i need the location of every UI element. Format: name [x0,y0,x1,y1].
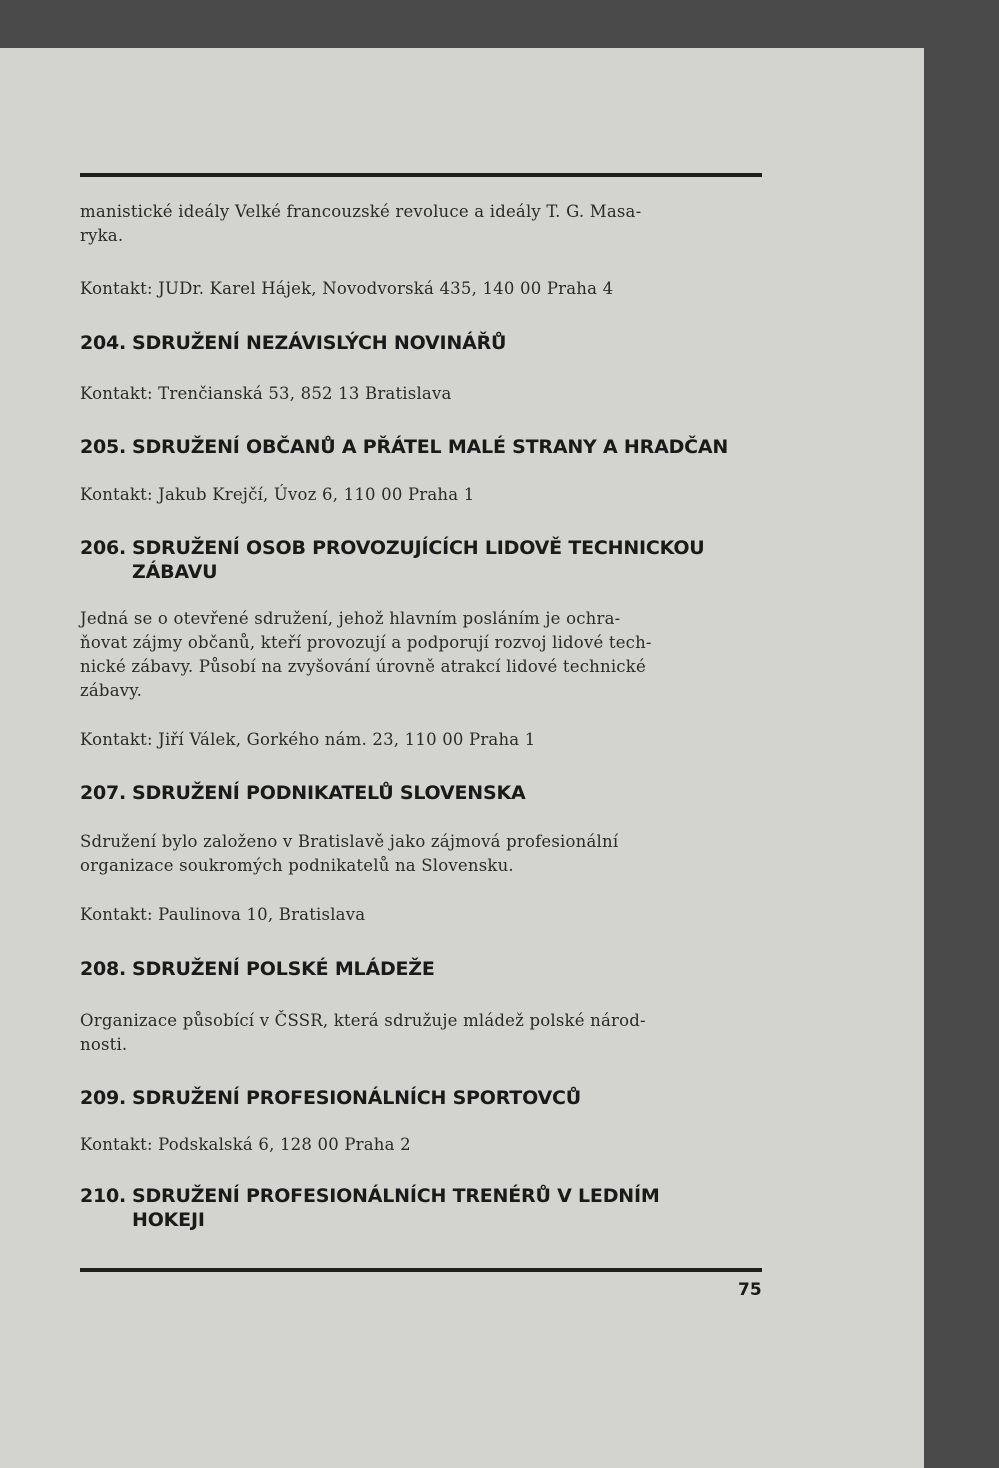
entry-title-continued: HOKEJI [132,1209,205,1231]
entry-title: SDRUŽENÍ NEZÁVISLÝCH NOVINÁŘŮ [132,332,507,354]
entry-title-continued: ZÁBAVU [132,561,218,583]
entry-205-heading [80,435,762,459]
entry-title: SDRUŽENÍ PODNIKATELŮ SLOVENSKA [132,782,526,804]
entry-208-heading [80,957,762,981]
entry-209-heading [80,1086,762,1110]
intro-line-2: ryka. [80,226,124,245]
intro-line-1: manistické ideály Velké francouzské revoluce a ideály T. G. Masa- [80,202,642,221]
entry-206-contact: Kontakt: Jiří Válek, Gorkého nám. 23, 110 00 Praha 1 [80,730,536,749]
entry-206-desc-line-1: Jedná se o otevřené sdružení, jehož hlavním posláním je ochra- [80,609,621,628]
entry-number: 206. [80,537,127,559]
entry-number: 207. [80,782,127,804]
entry-number: 208. [80,958,127,980]
entry-207-contact: Kontakt: Paulinova 10, Bratislava [80,905,366,924]
entry-210-heading [80,1184,762,1232]
entry-207-desc-line-1: Sdružení bylo založeno v Bratislavě jako zájmová profesionální [80,832,619,851]
entry-206-desc-line-2: ňovat zájmy občanů, kteří provozují a podporují rozvoj lidové tech- [80,633,652,652]
entry-title: SDRUŽENÍ PROFESIONÁLNÍCH SPORTOVCŮ [132,1087,581,1109]
entry-207-heading [80,781,762,805]
entry-title: SDRUŽENÍ PROFESIONÁLNÍCH TRENÉRŮ V LEDNÍM [132,1185,660,1207]
entry-title: SDRUŽENÍ OBČANŮ A PŘÁTEL MALÉ STRANY A HRADČAN [132,436,729,458]
entry-206-desc-line-4: zábavy. [80,681,143,700]
page-number: 75 [738,1280,762,1300]
entry-number: 210. [80,1185,127,1207]
entry-number: 204. [80,332,127,354]
bottom-rule [80,1268,762,1272]
entry-206-desc-line-3: nické zábavy. Působí na zvyšování úrovně atrakcí lidové technické [80,657,646,676]
entry-title: SDRUŽENÍ POLSKÉ MLÁDEŽE [132,958,435,980]
entry-number: 209. [80,1087,127,1109]
entry-206-heading [80,536,762,584]
entry-205-contact: Kontakt: Jakub Krejčí, Úvoz 6, 110 00 Praha 1 [80,485,475,504]
entry-number: 205. [80,436,127,458]
entry-204-contact: Kontakt: Trenčianská 53, 852 13 Bratislava [80,384,452,403]
entry-208-desc-line-1: Organizace působící v ČSSR, která sdružuje mládež polské národ- [80,1011,646,1030]
entry-title: SDRUŽENÍ OSOB PROVOZUJÍCÍCH LIDOVĚ TECHNICKOU [132,537,705,559]
entry-208-desc-line-2: nosti. [80,1035,128,1054]
top-rule [80,173,762,177]
intro-contact: Kontakt: JUDr. Karel Hájek, Novodvorská 435, 140 00 Praha 4 [80,279,614,298]
entry-204-heading [80,331,762,355]
entry-207-desc-line-2: organizace soukromých podnikatelů na Slovensku. [80,856,514,875]
entry-209-contact: Kontakt: Podskalská 6, 128 00 Praha 2 [80,1135,411,1154]
document-page [0,48,924,1468]
